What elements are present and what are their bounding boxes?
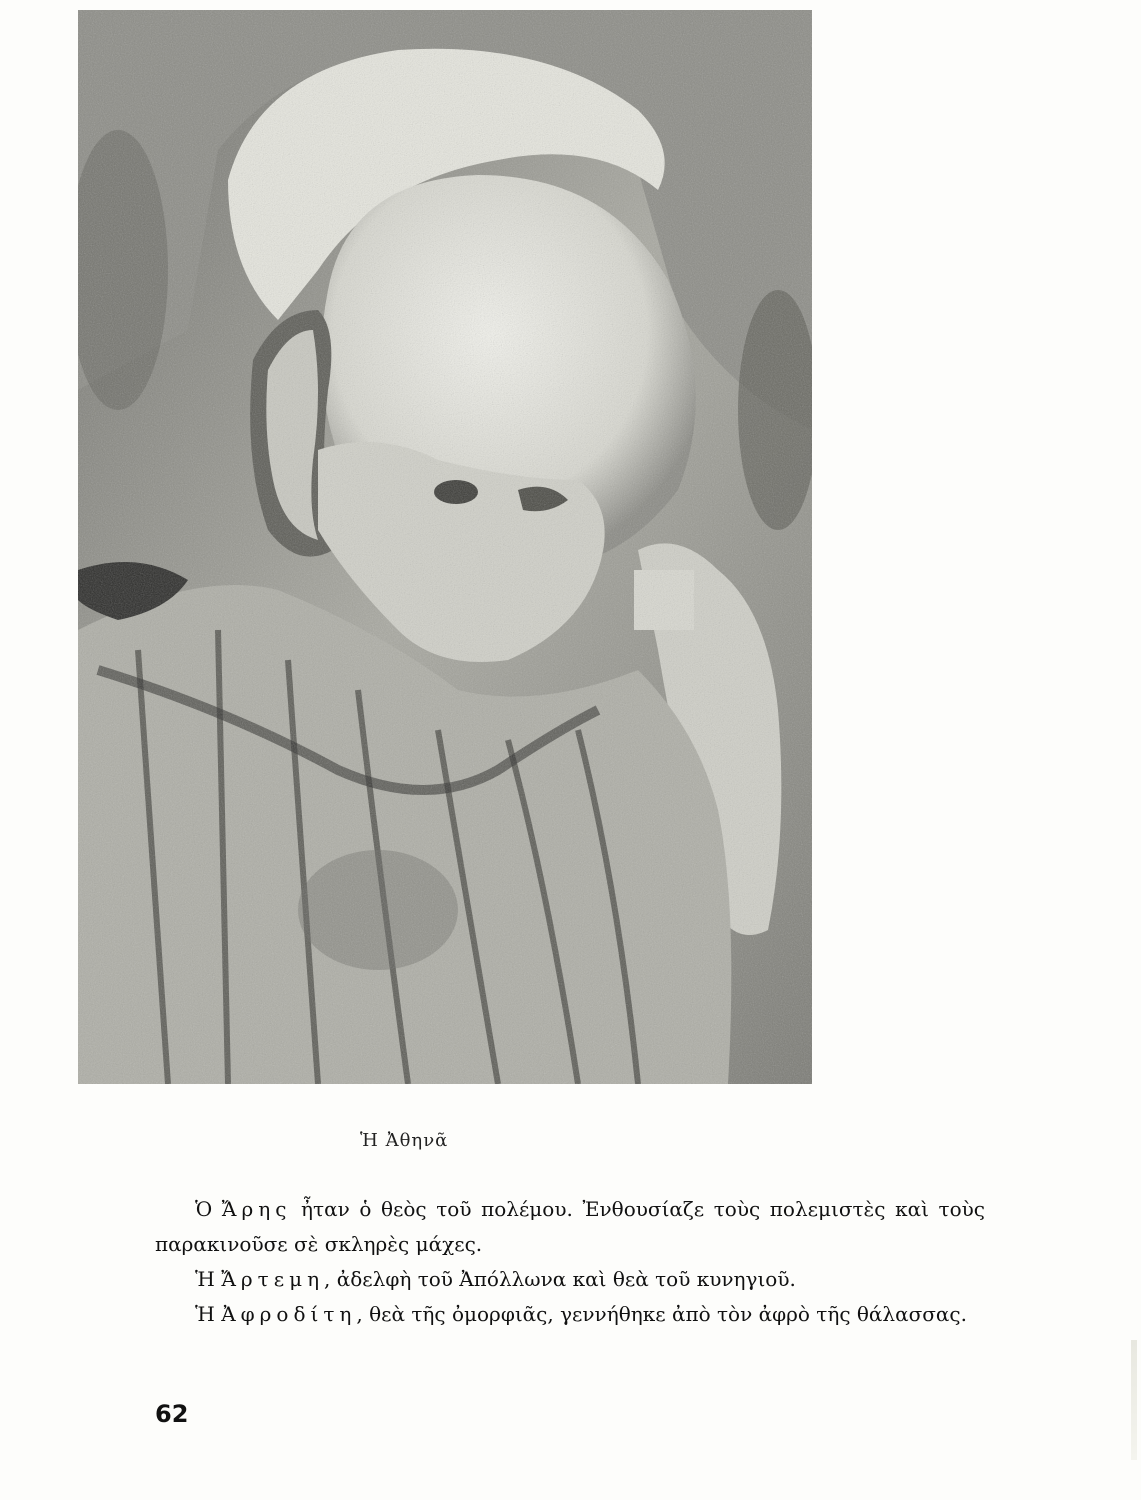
page-number: 62 [155,1400,189,1428]
paragraph-aphrodite [155,1297,985,1332]
p1-before: Ὁ [195,1197,222,1221]
athena-relief-photo [78,10,812,1084]
page-edge-shadow [1131,1340,1137,1460]
paragraph-ares [155,1192,985,1262]
athena-relief-icon [78,10,812,1084]
p2-after: , ἀδελφὴ τοῦ Ἀπόλλωνα καὶ θεὰ τοῦ κυνηγιοῦ. [324,1267,796,1291]
photo-caption: Ἡ Ἀθηνᾶ [360,1130,449,1151]
p3-after: , θεὰ τῆς ὀμορφιᾶς, γεννήθηκε ἀπὸ τὸν ἀφρὸ τῆς θάλασσας. [356,1302,967,1326]
body-text [155,1192,985,1332]
name-artemis: Ἄρτεμη [221,1267,325,1291]
name-aphrodite: Ἀφροδίτη [221,1302,357,1326]
p1-after: ἦταν ὁ θεὸς τοῦ πολέμου. Ἐνθουσίαζε τοὺς πολεμιστὲς καὶ τοὺς παρακινοῦσε σὲ σκληρὲς μάχες. [155,1197,985,1256]
name-ares: Ἄρης [221,1197,292,1221]
p3-before: Ἡ [195,1302,222,1326]
p2-before: Ἡ [195,1267,222,1291]
paragraph-artemis [155,1262,985,1297]
